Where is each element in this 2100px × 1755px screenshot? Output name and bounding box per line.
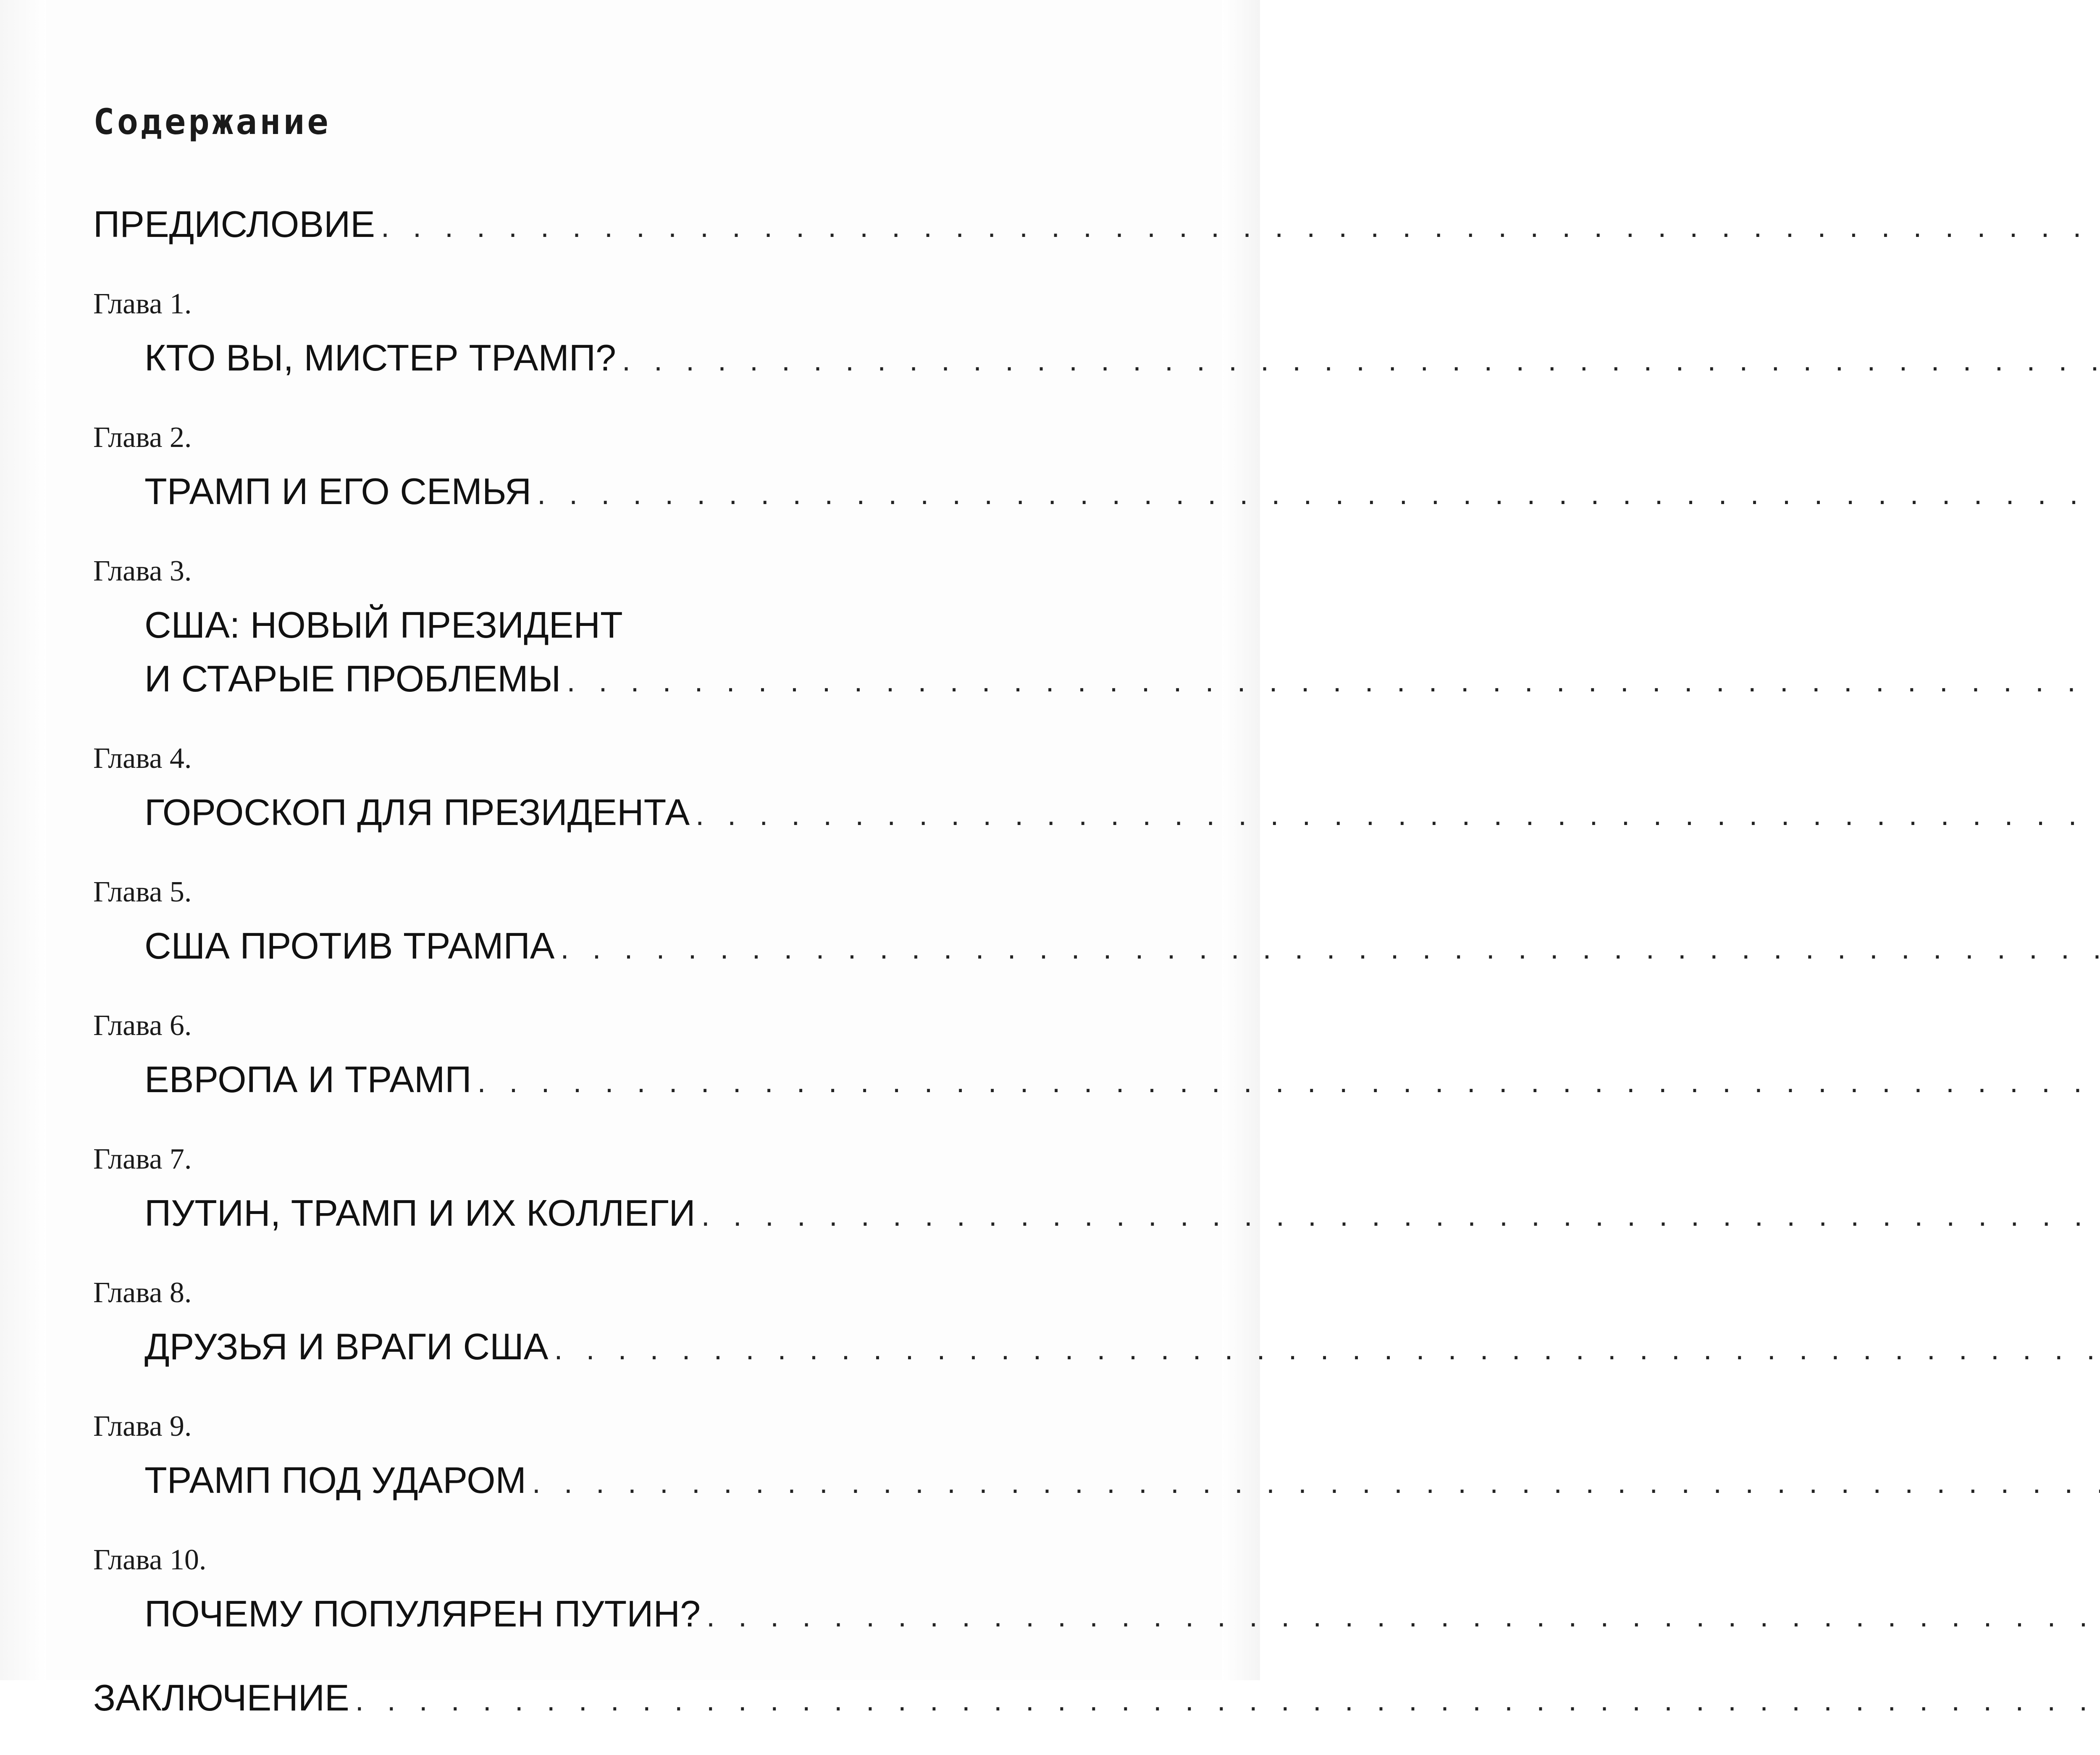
toc-leader-dots	[478, 1055, 2100, 1109]
table-of-contents	[93, 84, 1231, 1755]
toc-line	[93, 786, 1231, 839]
toc-entry-chapter-7	[93, 1137, 1231, 1240]
toc-entry-title-line-2: И СТАРЫЕ ПРОБЛЕМЫ	[144, 658, 561, 699]
toc-entry-chapter-1	[93, 281, 1231, 385]
toc-entry-title: ДРУЗЬЯ И ВРАГИ США	[144, 1326, 549, 1367]
toc-entry-title: ТРАМП ПОД УДАРОМ	[144, 1459, 526, 1501]
toc-entry-chapter-6	[93, 1003, 1231, 1106]
toc-leader-dots	[696, 788, 2100, 842]
toc-line	[93, 1453, 1231, 1507]
toc-entry-title: КТО ВЫ, МИСТЕР ТРАМП?	[144, 337, 616, 378]
toc-entry-title: ПРЕДИСЛОВИЕ	[93, 203, 375, 245]
toc-leader-dots	[537, 467, 2100, 521]
toc-entry-title: ТРАМП И ЕГО СЕМЬЯ	[144, 470, 532, 512]
toc-entry-title: ЗАКЛЮЧЕНИЕ	[93, 1677, 349, 1718]
toc-line	[93, 465, 1231, 518]
toc-leader-dots	[701, 1189, 2100, 1243]
toc-leader-dots	[622, 334, 2100, 387]
toc-line	[93, 652, 1231, 706]
toc-chapter-label: Глава 6.	[93, 1009, 192, 1042]
toc-leader-dots	[567, 654, 2100, 708]
toc-leader-dots	[706, 1589, 2100, 1643]
toc-entry-title: США ПРОТИВ ТРАМПА	[144, 925, 555, 967]
toc-line	[93, 331, 1231, 385]
toc-entry-chapter-9	[93, 1404, 1231, 1507]
page-left-edge	[0, 0, 46, 1680]
toc-chapter-label: Глава 5.	[93, 876, 192, 908]
toc-chapter-label: Глава 4.	[93, 742, 192, 775]
toc-line	[93, 1671, 1231, 1725]
toc-entry-chapter-5	[93, 870, 1231, 973]
book-page	[46, 0, 1222, 1718]
toc-chapter-label: Глава 9.	[93, 1410, 192, 1442]
toc-chapter-label: Глава 1.	[93, 288, 192, 320]
toc-entry-chapter-10	[93, 1537, 1231, 1641]
toc-line	[93, 1320, 1231, 1374]
toc-line	[93, 1053, 1231, 1106]
toc-entry-title: ЕВРОПА И ТРАМП	[144, 1059, 472, 1100]
toc-entry-title-line-1: США: НОВЫЙ ПРЕЗИДЕНТ	[144, 604, 623, 646]
toc-title: Содержание	[93, 101, 331, 142]
toc-line	[93, 1587, 1231, 1641]
toc-entry-title: ГОРОСКОП ДЛЯ ПРЕЗИДЕНТА	[144, 791, 690, 833]
toc-entry-title: ПУТИН, ТРАМП И ИХ КОЛЛЕГИ	[144, 1192, 696, 1234]
toc-entry-title: ПОЧЕМУ ПОПУЛЯРЕН ПУТИН?	[144, 1593, 701, 1634]
toc-leader-dots	[554, 1322, 2100, 1376]
toc-leader-dots	[560, 922, 2100, 975]
toc-chapter-label: Глава 8.	[93, 1277, 192, 1309]
toc-line	[93, 919, 1231, 973]
toc-chapter-label: Глава 7.	[93, 1143, 192, 1175]
toc-line	[93, 1186, 1231, 1240]
toc-entry-chapter-8	[93, 1270, 1231, 1374]
toc-chapter-label: Глава 10.	[93, 1544, 207, 1576]
toc-entry-conclusion	[93, 1671, 1231, 1725]
toc-entry-chapter-2	[93, 415, 1231, 518]
toc-chapter-label: Глава 3.	[93, 555, 192, 587]
toc-entry-chapter-4	[93, 736, 1231, 839]
toc-entry-preface	[93, 197, 1231, 251]
toc-line	[93, 197, 1231, 251]
toc-chapter-label: Глава 2.	[93, 421, 192, 454]
toc-entry-chapter-3	[93, 549, 1231, 706]
toc-leader-dots	[532, 1456, 2100, 1510]
toc-leader-dots	[381, 200, 2100, 254]
toc-leader-dots	[355, 1674, 2100, 1727]
